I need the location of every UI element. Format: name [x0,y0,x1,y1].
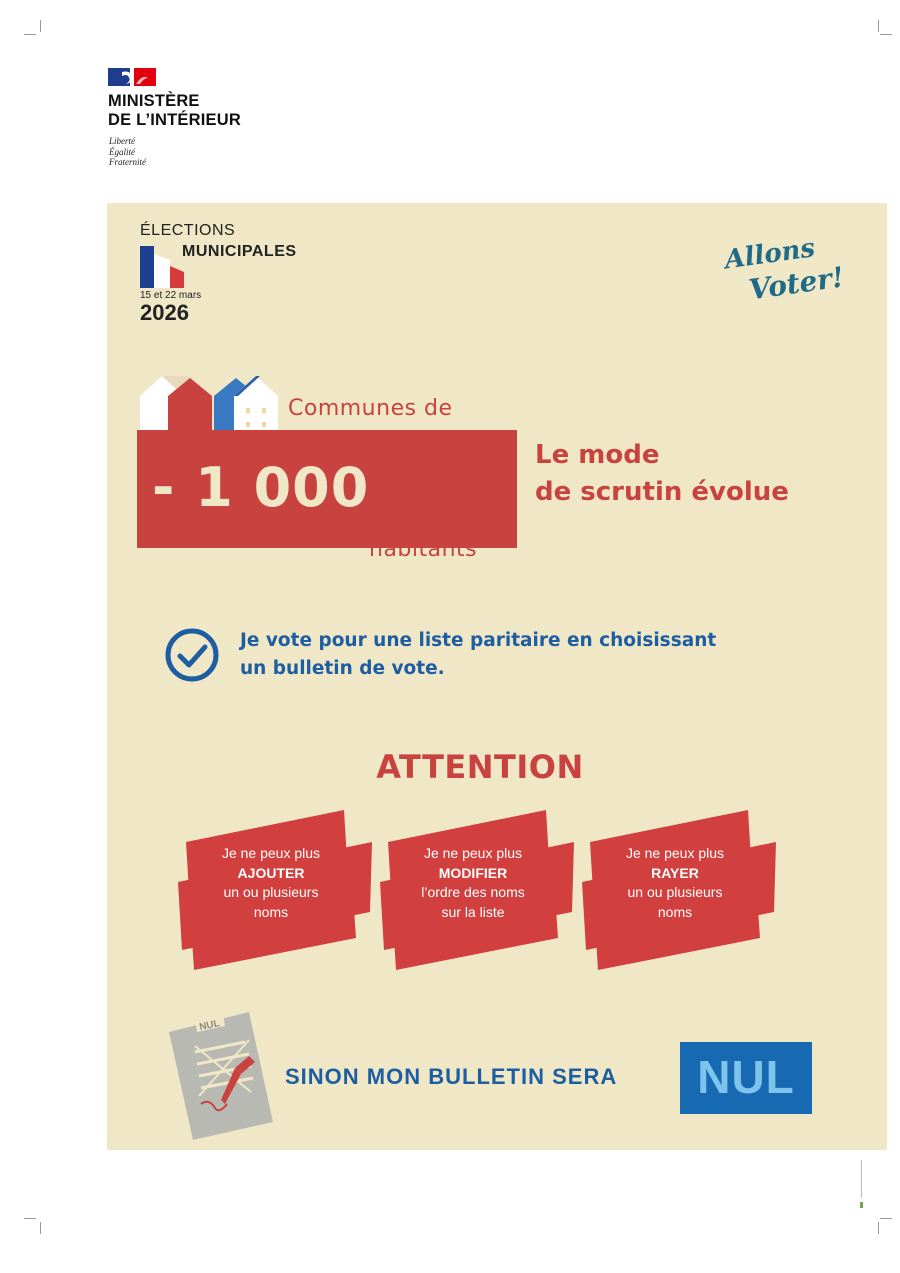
rule-ribbon-strike [580,806,780,976]
crop-mark [880,34,892,35]
headline [535,437,789,511]
rule-object-end: sur la liste [441,903,505,920]
motto-egalite: Égalité [109,146,135,157]
nul-badge-text: NUL [697,1051,795,1103]
vote-statement [240,627,716,683]
rule-verb: MODIFIER [438,864,508,881]
rule-object-end: noms [657,903,693,920]
footer-warning: SINON MON BULLETIN SERA [285,1064,618,1089]
checkmark-circle-icon [164,622,220,688]
attention-heading: ATTENTION [376,748,584,786]
ministry-name-line1: MINISTÈRE [108,92,200,110]
motto-fraternite: Fraternité [109,157,146,167]
voter-word: Voter! [746,260,840,307]
rule-verb: AJOUTER [237,864,305,881]
rule-verb: RAYER [651,864,699,881]
headline-line2: de scrutin évolue [535,477,789,507]
communes-suffix: habitants [369,537,478,562]
ministry-motto [109,136,146,168]
rule-object-end: noms [253,903,289,920]
rule-object: un ou plusieurs [223,884,319,900]
rule-intro: Je ne peux plus [625,845,725,861]
ministry-name-line2: DE L’INTÉRIEUR [108,111,241,129]
rule-ribbon-modify [378,806,578,976]
french-flag-icon [140,246,184,288]
printer-mark [856,1160,868,1210]
vote-statement-line2: un bulletin de vote. [240,658,445,679]
crop-mark [40,1222,41,1234]
marianne-logo-icon [108,68,156,86]
crop-mark [24,34,36,35]
crop-mark [878,20,879,32]
null-ballot-label: NUL [198,1018,221,1034]
rule-text [388,844,558,922]
municipales-label: MUNICIPALES [182,243,297,260]
rule-intro: Je ne peux plus [423,845,523,861]
rule-ribbon-add [176,806,376,976]
crop-mark [24,1218,36,1219]
null-ballot-icon [165,1012,277,1140]
vote-statement-line1: Je vote pour une liste paritaire en choisissant [240,630,717,651]
elections-label: ÉLECTIONS [140,222,236,239]
rule-text [186,844,356,922]
rule-intro: Je ne peux plus [221,845,321,861]
communes-prefix: Communes de [288,396,453,421]
election-dates: 15 et 22 mars [140,290,202,301]
allons-voter-logo [720,225,840,307]
rule-text [590,844,760,922]
crop-mark [40,20,41,32]
crop-mark [878,1222,879,1234]
population-threshold: - 1 000 [152,456,370,519]
ministry-name [108,92,241,130]
motto-liberte: Liberté [109,136,135,146]
rule-object: l’ordre des noms [421,884,525,900]
election-year: 2026 [140,300,189,325]
rule-object: un ou plusieurs [627,884,723,900]
crop-mark [880,1218,892,1219]
headline-line1: Le mode [535,440,660,470]
allons-word: Allons [722,233,817,276]
